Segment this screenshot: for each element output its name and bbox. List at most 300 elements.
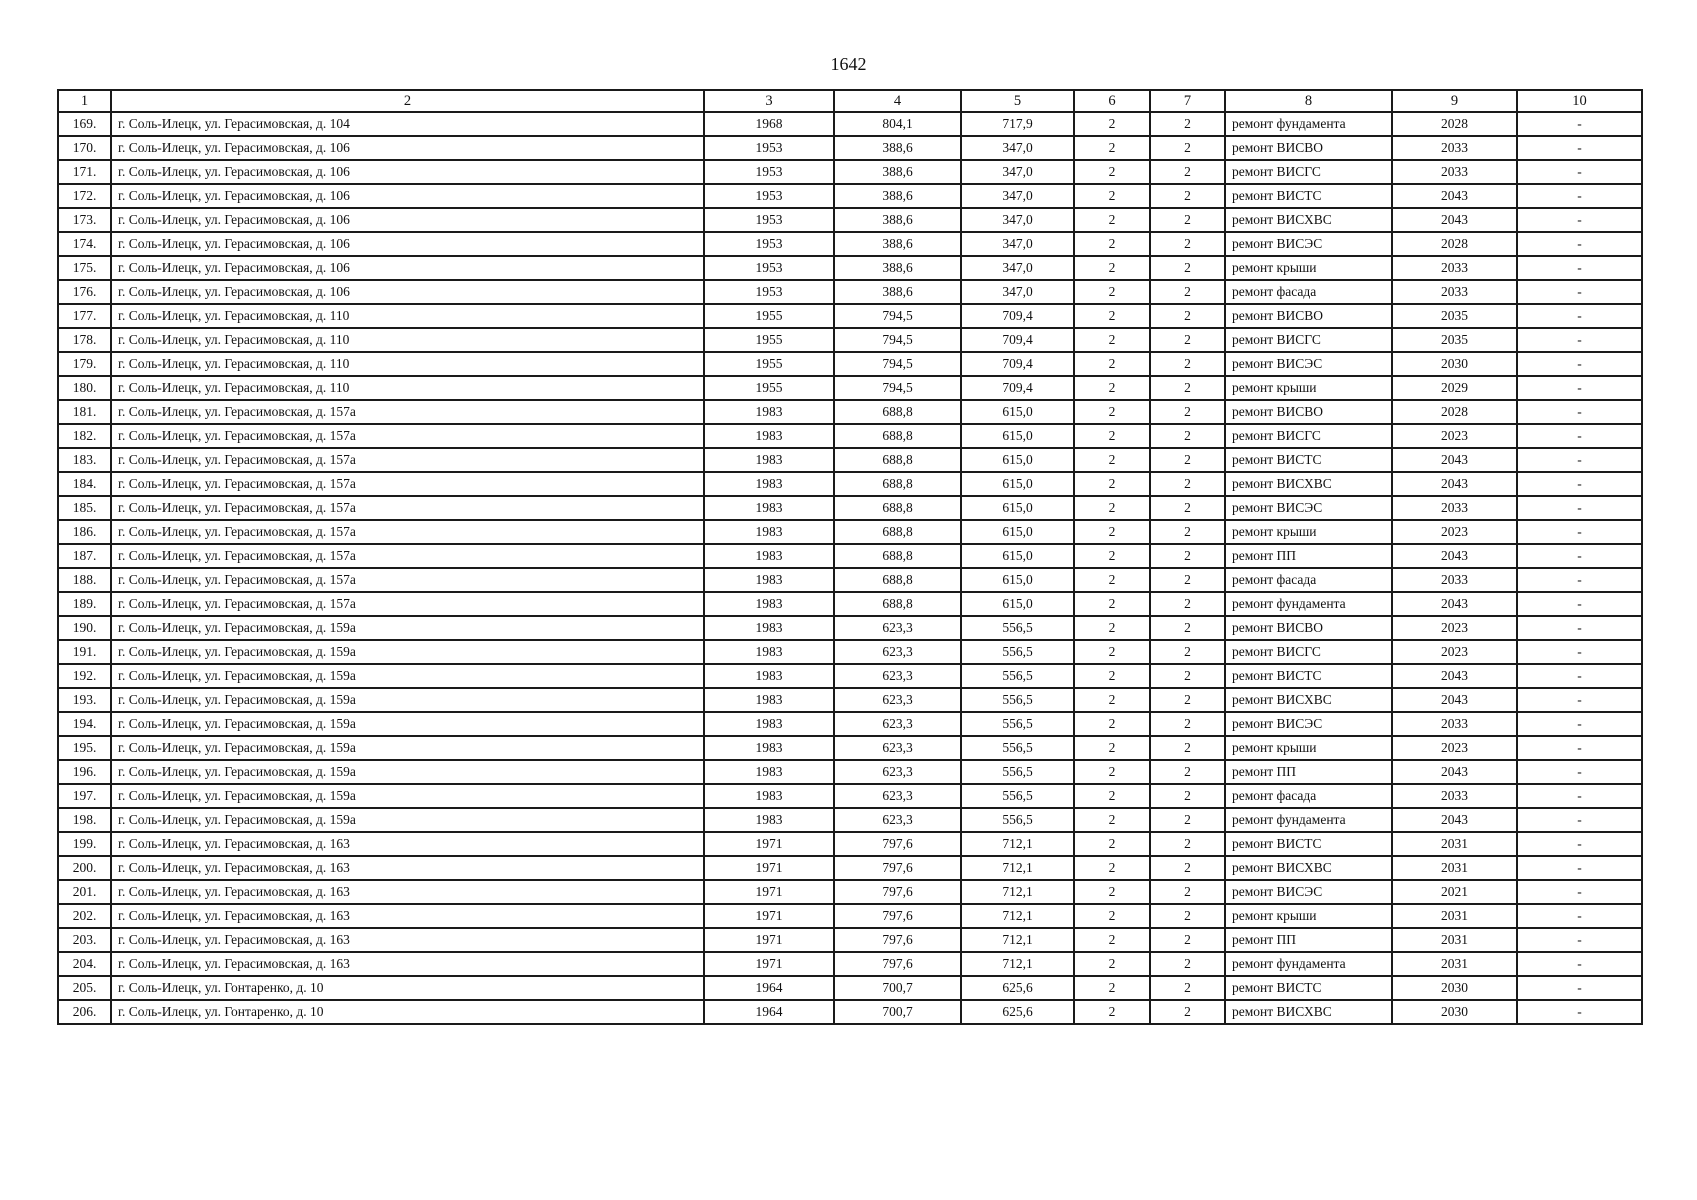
address-cell: г. Соль-Илецк, ул. Герасимовская, д. 163 xyxy=(111,856,704,880)
work-type-cell: ремонт ВИСТС xyxy=(1225,664,1392,688)
address-cell: г. Соль-Илецк, ул. Герасимовская, д. 163 xyxy=(111,952,704,976)
living-area-cell: 615,0 xyxy=(961,520,1074,544)
living-area-cell: 347,0 xyxy=(961,184,1074,208)
table-row xyxy=(58,280,1642,304)
year-built-cell: 1955 xyxy=(704,376,834,400)
col10-cell: - xyxy=(1517,232,1642,256)
col6-cell: 2 xyxy=(1074,256,1150,280)
column-header-2: 2 xyxy=(111,90,704,112)
row-number: 170. xyxy=(58,136,111,160)
col7-cell: 2 xyxy=(1150,808,1225,832)
work-type-cell: ремонт ВИСЭС xyxy=(1225,232,1392,256)
planned-year-cell: 2043 xyxy=(1392,688,1517,712)
address-cell: г. Соль-Илецк, ул. Герасимовская, д. 163 xyxy=(111,904,704,928)
total-area-cell: 794,5 xyxy=(834,376,961,400)
row-number: 187. xyxy=(58,544,111,568)
col10-cell: - xyxy=(1517,400,1642,424)
row-number: 181. xyxy=(58,400,111,424)
living-area-cell: 556,5 xyxy=(961,616,1074,640)
year-built-cell: 1953 xyxy=(704,184,834,208)
col7-cell: 2 xyxy=(1150,952,1225,976)
work-type-cell: ремонт ПП xyxy=(1225,544,1392,568)
row-number: 173. xyxy=(58,208,111,232)
col6-cell: 2 xyxy=(1074,472,1150,496)
col6-cell: 2 xyxy=(1074,376,1150,400)
row-number: 193. xyxy=(58,688,111,712)
table-row xyxy=(58,208,1642,232)
total-area-cell: 688,8 xyxy=(834,496,961,520)
living-area-cell: 709,4 xyxy=(961,352,1074,376)
planned-year-cell: 2035 xyxy=(1392,304,1517,328)
address-cell: г. Соль-Илецк, ул. Герасимовская, д. 106 xyxy=(111,136,704,160)
total-area-cell: 794,5 xyxy=(834,304,961,328)
col10-cell: - xyxy=(1517,664,1642,688)
col10-cell: - xyxy=(1517,544,1642,568)
col7-cell: 2 xyxy=(1150,376,1225,400)
work-type-cell: ремонт ВИСЭС xyxy=(1225,352,1392,376)
row-number: 182. xyxy=(58,424,111,448)
living-area-cell: 709,4 xyxy=(961,376,1074,400)
col10-cell: - xyxy=(1517,832,1642,856)
col10-cell: - xyxy=(1517,976,1642,1000)
col6-cell: 2 xyxy=(1074,640,1150,664)
address-cell: г. Соль-Илецк, ул. Герасимовская, д. 159а xyxy=(111,760,704,784)
col10-cell: - xyxy=(1517,904,1642,928)
total-area-cell: 688,8 xyxy=(834,448,961,472)
total-area-cell: 623,3 xyxy=(834,784,961,808)
col10-cell: - xyxy=(1517,280,1642,304)
col7-cell: 2 xyxy=(1150,184,1225,208)
table-row xyxy=(58,472,1642,496)
year-built-cell: 1983 xyxy=(704,544,834,568)
col10-cell: - xyxy=(1517,208,1642,232)
total-area-cell: 388,6 xyxy=(834,232,961,256)
living-area-cell: 615,0 xyxy=(961,400,1074,424)
col6-cell: 2 xyxy=(1074,592,1150,616)
col6-cell: 2 xyxy=(1074,424,1150,448)
work-type-cell: ремонт ВИСХВС xyxy=(1225,856,1392,880)
address-cell: г. Соль-Илецк, ул. Герасимовская, д. 157а xyxy=(111,592,704,616)
planned-year-cell: 2043 xyxy=(1392,760,1517,784)
col7-cell: 2 xyxy=(1150,856,1225,880)
col10-cell: - xyxy=(1517,1000,1642,1024)
work-type-cell: ремонт фундамента xyxy=(1225,952,1392,976)
planned-year-cell: 2031 xyxy=(1392,952,1517,976)
year-built-cell: 1983 xyxy=(704,712,834,736)
row-number: 180. xyxy=(58,376,111,400)
col10-cell: - xyxy=(1517,808,1642,832)
planned-year-cell: 2033 xyxy=(1392,280,1517,304)
col10-cell: - xyxy=(1517,856,1642,880)
address-cell: г. Соль-Илецк, ул. Герасимовская, д. 159а xyxy=(111,712,704,736)
col6-cell: 2 xyxy=(1074,664,1150,688)
planned-year-cell: 2033 xyxy=(1392,712,1517,736)
col6-cell: 2 xyxy=(1074,880,1150,904)
total-area-cell: 623,3 xyxy=(834,616,961,640)
address-cell: г. Соль-Илецк, ул. Герасимовская, д. 159а xyxy=(111,736,704,760)
row-number: 204. xyxy=(58,952,111,976)
col7-cell: 2 xyxy=(1150,232,1225,256)
work-type-cell: ремонт крыши xyxy=(1225,520,1392,544)
col7-cell: 2 xyxy=(1150,904,1225,928)
total-area-cell: 688,8 xyxy=(834,424,961,448)
address-cell: г. Соль-Илецк, ул. Герасимовская, д. 157а xyxy=(111,568,704,592)
work-type-cell: ремонт ВИСВО xyxy=(1225,616,1392,640)
work-type-cell: ремонт ВИСЭС xyxy=(1225,496,1392,520)
total-area-cell: 388,6 xyxy=(834,280,961,304)
year-built-cell: 1953 xyxy=(704,256,834,280)
living-area-cell: 709,4 xyxy=(961,328,1074,352)
col10-cell: - xyxy=(1517,136,1642,160)
living-area-cell: 556,5 xyxy=(961,688,1074,712)
work-type-cell: ремонт фасада xyxy=(1225,568,1392,592)
work-type-cell: ремонт ВИСТС xyxy=(1225,976,1392,1000)
living-area-cell: 556,5 xyxy=(961,664,1074,688)
table-row xyxy=(58,424,1642,448)
planned-year-cell: 2023 xyxy=(1392,424,1517,448)
planned-year-cell: 2043 xyxy=(1392,544,1517,568)
address-cell: г. Соль-Илецк, ул. Герасимовская, д. 157а xyxy=(111,400,704,424)
year-built-cell: 1971 xyxy=(704,904,834,928)
row-number: 189. xyxy=(58,592,111,616)
col6-cell: 2 xyxy=(1074,280,1150,304)
address-cell: г. Соль-Илецк, ул. Герасимовская, д. 163 xyxy=(111,928,704,952)
row-number: 185. xyxy=(58,496,111,520)
living-area-cell: 556,5 xyxy=(961,784,1074,808)
row-number: 171. xyxy=(58,160,111,184)
col10-cell: - xyxy=(1517,160,1642,184)
col7-cell: 2 xyxy=(1150,664,1225,688)
work-type-cell: ремонт фундамента xyxy=(1225,808,1392,832)
col6-cell: 2 xyxy=(1074,328,1150,352)
planned-year-cell: 2043 xyxy=(1392,448,1517,472)
year-built-cell: 1983 xyxy=(704,640,834,664)
row-number: 175. xyxy=(58,256,111,280)
table-row xyxy=(58,880,1642,904)
col6-cell: 2 xyxy=(1074,352,1150,376)
planned-year-cell: 2033 xyxy=(1392,496,1517,520)
table-row xyxy=(58,832,1642,856)
row-number: 190. xyxy=(58,616,111,640)
col10-cell: - xyxy=(1517,592,1642,616)
table-row xyxy=(58,544,1642,568)
total-area-cell: 797,6 xyxy=(834,856,961,880)
col7-cell: 2 xyxy=(1150,304,1225,328)
row-number: 205. xyxy=(58,976,111,1000)
address-cell: г. Соль-Илецк, ул. Герасимовская, д. 106 xyxy=(111,184,704,208)
row-number: 201. xyxy=(58,880,111,904)
living-area-cell: 615,0 xyxy=(961,592,1074,616)
col7-cell: 2 xyxy=(1150,640,1225,664)
col7-cell: 2 xyxy=(1150,568,1225,592)
address-cell: г. Соль-Илецк, ул. Герасимовская, д. 163 xyxy=(111,880,704,904)
work-type-cell: ремонт фасада xyxy=(1225,784,1392,808)
year-built-cell: 1983 xyxy=(704,520,834,544)
planned-year-cell: 2033 xyxy=(1392,136,1517,160)
year-built-cell: 1983 xyxy=(704,784,834,808)
address-cell: г. Соль-Илецк, ул. Герасимовская, д. 110 xyxy=(111,352,704,376)
address-cell: г. Соль-Илецк, ул. Герасимовская, д. 159а xyxy=(111,616,704,640)
address-cell: г. Соль-Илецк, ул. Герасимовская, д. 106 xyxy=(111,232,704,256)
col6-cell: 2 xyxy=(1074,904,1150,928)
col10-cell: - xyxy=(1517,472,1642,496)
table-row xyxy=(58,520,1642,544)
work-type-cell: ремонт ВИСВО xyxy=(1225,304,1392,328)
col7-cell: 2 xyxy=(1150,448,1225,472)
row-number: 198. xyxy=(58,808,111,832)
work-type-cell: ремонт ВИСЭС xyxy=(1225,712,1392,736)
row-number: 196. xyxy=(58,760,111,784)
table-row xyxy=(58,856,1642,880)
table-row xyxy=(58,256,1642,280)
work-type-cell: ремонт ВИСХВС xyxy=(1225,1000,1392,1024)
col10-cell: - xyxy=(1517,760,1642,784)
col7-cell: 2 xyxy=(1150,328,1225,352)
work-type-cell: ремонт ВИСГС xyxy=(1225,640,1392,664)
total-area-cell: 388,6 xyxy=(834,184,961,208)
table-row xyxy=(58,568,1642,592)
year-built-cell: 1953 xyxy=(704,232,834,256)
row-number: 206. xyxy=(58,1000,111,1024)
table-row xyxy=(58,112,1642,136)
col6-cell: 2 xyxy=(1074,184,1150,208)
row-number: 186. xyxy=(58,520,111,544)
living-area-cell: 347,0 xyxy=(961,232,1074,256)
repair-schedule-table xyxy=(57,89,1643,1025)
total-area-cell: 688,8 xyxy=(834,472,961,496)
table-row xyxy=(58,328,1642,352)
address-cell: г. Соль-Илецк, ул. Герасимовская, д. 106 xyxy=(111,208,704,232)
total-area-cell: 797,6 xyxy=(834,928,961,952)
table-row xyxy=(58,712,1642,736)
planned-year-cell: 2028 xyxy=(1392,232,1517,256)
table-row xyxy=(58,352,1642,376)
col6-cell: 2 xyxy=(1074,616,1150,640)
col7-cell: 2 xyxy=(1150,976,1225,1000)
row-number: 191. xyxy=(58,640,111,664)
year-built-cell: 1955 xyxy=(704,328,834,352)
living-area-cell: 556,5 xyxy=(961,712,1074,736)
page-number: 1642 xyxy=(830,54,867,74)
column-header-9: 9 xyxy=(1392,90,1517,112)
year-built-cell: 1983 xyxy=(704,568,834,592)
living-area-cell: 712,1 xyxy=(961,832,1074,856)
col7-cell: 2 xyxy=(1150,712,1225,736)
total-area-cell: 688,8 xyxy=(834,592,961,616)
planned-year-cell: 2031 xyxy=(1392,904,1517,928)
col7-cell: 2 xyxy=(1150,256,1225,280)
planned-year-cell: 2030 xyxy=(1392,976,1517,1000)
table-row xyxy=(58,904,1642,928)
col10-cell: - xyxy=(1517,184,1642,208)
row-number: 195. xyxy=(58,736,111,760)
work-type-cell: ремонт ВИСТС xyxy=(1225,184,1392,208)
year-built-cell: 1983 xyxy=(704,760,834,784)
year-built-cell: 1983 xyxy=(704,616,834,640)
living-area-cell: 712,1 xyxy=(961,904,1074,928)
planned-year-cell: 2031 xyxy=(1392,928,1517,952)
address-cell: г. Соль-Илецк, ул. Герасимовская, д. 157а xyxy=(111,472,704,496)
col7-cell: 2 xyxy=(1150,592,1225,616)
col10-cell: - xyxy=(1517,256,1642,280)
year-built-cell: 1955 xyxy=(704,304,834,328)
col7-cell: 2 xyxy=(1150,784,1225,808)
row-number: 178. xyxy=(58,328,111,352)
col10-cell: - xyxy=(1517,712,1642,736)
work-type-cell: ремонт ВИСХВС xyxy=(1225,472,1392,496)
row-number: 188. xyxy=(58,568,111,592)
year-built-cell: 1983 xyxy=(704,592,834,616)
column-header-7: 7 xyxy=(1150,90,1225,112)
col10-cell: - xyxy=(1517,520,1642,544)
table-row xyxy=(58,928,1642,952)
planned-year-cell: 2023 xyxy=(1392,616,1517,640)
address-cell: г. Соль-Илецк, ул. Герасимовская, д. 159а xyxy=(111,808,704,832)
col10-cell: - xyxy=(1517,112,1642,136)
col6-cell: 2 xyxy=(1074,736,1150,760)
total-area-cell: 804,1 xyxy=(834,112,961,136)
column-header-5: 5 xyxy=(961,90,1074,112)
planned-year-cell: 2028 xyxy=(1392,400,1517,424)
year-built-cell: 1971 xyxy=(704,856,834,880)
living-area-cell: 615,0 xyxy=(961,472,1074,496)
col7-cell: 2 xyxy=(1150,928,1225,952)
address-cell: г. Соль-Илецк, ул. Герасимовская, д. 157а xyxy=(111,448,704,472)
work-type-cell: ремонт ПП xyxy=(1225,760,1392,784)
planned-year-cell: 2043 xyxy=(1392,184,1517,208)
col10-cell: - xyxy=(1517,616,1642,640)
address-cell: г. Соль-Илецк, ул. Герасимовская, д. 159а xyxy=(111,784,704,808)
col6-cell: 2 xyxy=(1074,568,1150,592)
table-row xyxy=(58,592,1642,616)
col10-cell: - xyxy=(1517,376,1642,400)
work-type-cell: ремонт ВИСЭС xyxy=(1225,880,1392,904)
living-area-cell: 712,1 xyxy=(961,880,1074,904)
table-row xyxy=(58,400,1642,424)
year-built-cell: 1955 xyxy=(704,352,834,376)
year-built-cell: 1968 xyxy=(704,112,834,136)
work-type-cell: ремонт крыши xyxy=(1225,904,1392,928)
table-header-row xyxy=(58,90,1642,112)
col6-cell: 2 xyxy=(1074,688,1150,712)
col10-cell: - xyxy=(1517,496,1642,520)
living-area-cell: 615,0 xyxy=(961,424,1074,448)
col6-cell: 2 xyxy=(1074,928,1150,952)
living-area-cell: 712,1 xyxy=(961,952,1074,976)
work-type-cell: ремонт ВИСГС xyxy=(1225,160,1392,184)
row-number: 200. xyxy=(58,856,111,880)
year-built-cell: 1964 xyxy=(704,1000,834,1024)
col7-cell: 2 xyxy=(1150,688,1225,712)
table-row xyxy=(58,976,1642,1000)
col7-cell: 2 xyxy=(1150,136,1225,160)
row-number: 174. xyxy=(58,232,111,256)
planned-year-cell: 2028 xyxy=(1392,112,1517,136)
living-area-cell: 615,0 xyxy=(961,544,1074,568)
total-area-cell: 388,6 xyxy=(834,256,961,280)
planned-year-cell: 2035 xyxy=(1392,328,1517,352)
living-area-cell: 712,1 xyxy=(961,856,1074,880)
address-cell: г. Соль-Илецк, ул. Герасимовская, д. 110 xyxy=(111,328,704,352)
work-type-cell: ремонт ПП xyxy=(1225,928,1392,952)
planned-year-cell: 2043 xyxy=(1392,664,1517,688)
col10-cell: - xyxy=(1517,304,1642,328)
living-area-cell: 625,6 xyxy=(961,976,1074,1000)
total-area-cell: 623,3 xyxy=(834,640,961,664)
col10-cell: - xyxy=(1517,880,1642,904)
col6-cell: 2 xyxy=(1074,808,1150,832)
table-row xyxy=(58,448,1642,472)
work-type-cell: ремонт ВИСХВС xyxy=(1225,688,1392,712)
col7-cell: 2 xyxy=(1150,400,1225,424)
col7-cell: 2 xyxy=(1150,208,1225,232)
living-area-cell: 709,4 xyxy=(961,304,1074,328)
table-row xyxy=(58,664,1642,688)
col10-cell: - xyxy=(1517,784,1642,808)
address-cell: г. Соль-Илецк, ул. Герасимовская, д. 159а xyxy=(111,664,704,688)
address-cell: г. Соль-Илецк, ул. Герасимовская, д. 106 xyxy=(111,256,704,280)
column-header-1: 1 xyxy=(58,90,111,112)
address-cell: г. Соль-Илецк, ул. Герасимовская, д. 104 xyxy=(111,112,704,136)
row-number: 194. xyxy=(58,712,111,736)
col7-cell: 2 xyxy=(1150,832,1225,856)
address-cell: г. Соль-Илецк, ул. Герасимовская, д. 110 xyxy=(111,376,704,400)
col6-cell: 2 xyxy=(1074,784,1150,808)
col10-cell: - xyxy=(1517,352,1642,376)
table-row xyxy=(58,760,1642,784)
living-area-cell: 347,0 xyxy=(961,280,1074,304)
col6-cell: 2 xyxy=(1074,712,1150,736)
column-header-10: 10 xyxy=(1517,90,1642,112)
living-area-cell: 625,6 xyxy=(961,1000,1074,1024)
planned-year-cell: 2031 xyxy=(1392,856,1517,880)
year-built-cell: 1964 xyxy=(704,976,834,1000)
work-type-cell: ремонт ВИСГС xyxy=(1225,424,1392,448)
table-row xyxy=(58,304,1642,328)
total-area-cell: 794,5 xyxy=(834,352,961,376)
col10-cell: - xyxy=(1517,928,1642,952)
col7-cell: 2 xyxy=(1150,544,1225,568)
col6-cell: 2 xyxy=(1074,832,1150,856)
col7-cell: 2 xyxy=(1150,496,1225,520)
planned-year-cell: 2033 xyxy=(1392,256,1517,280)
work-type-cell: ремонт крыши xyxy=(1225,256,1392,280)
year-built-cell: 1983 xyxy=(704,808,834,832)
total-area-cell: 797,6 xyxy=(834,880,961,904)
col10-cell: - xyxy=(1517,688,1642,712)
column-header-4: 4 xyxy=(834,90,961,112)
total-area-cell: 388,6 xyxy=(834,136,961,160)
table-row xyxy=(58,496,1642,520)
table-row xyxy=(58,160,1642,184)
total-area-cell: 623,3 xyxy=(834,808,961,832)
col6-cell: 2 xyxy=(1074,136,1150,160)
address-cell: г. Соль-Илецк, ул. Гонтаренко, д. 10 xyxy=(111,1000,704,1024)
total-area-cell: 688,8 xyxy=(834,544,961,568)
col6-cell: 2 xyxy=(1074,952,1150,976)
col6-cell: 2 xyxy=(1074,856,1150,880)
planned-year-cell: 2021 xyxy=(1392,880,1517,904)
work-type-cell: ремонт ВИСГС xyxy=(1225,328,1392,352)
address-cell: г. Соль-Илецк, ул. Герасимовская, д. 159а xyxy=(111,688,704,712)
year-built-cell: 1953 xyxy=(704,208,834,232)
year-built-cell: 1983 xyxy=(704,736,834,760)
table-row xyxy=(58,184,1642,208)
living-area-cell: 347,0 xyxy=(961,136,1074,160)
year-built-cell: 1971 xyxy=(704,832,834,856)
row-number: 197. xyxy=(58,784,111,808)
total-area-cell: 797,6 xyxy=(834,952,961,976)
